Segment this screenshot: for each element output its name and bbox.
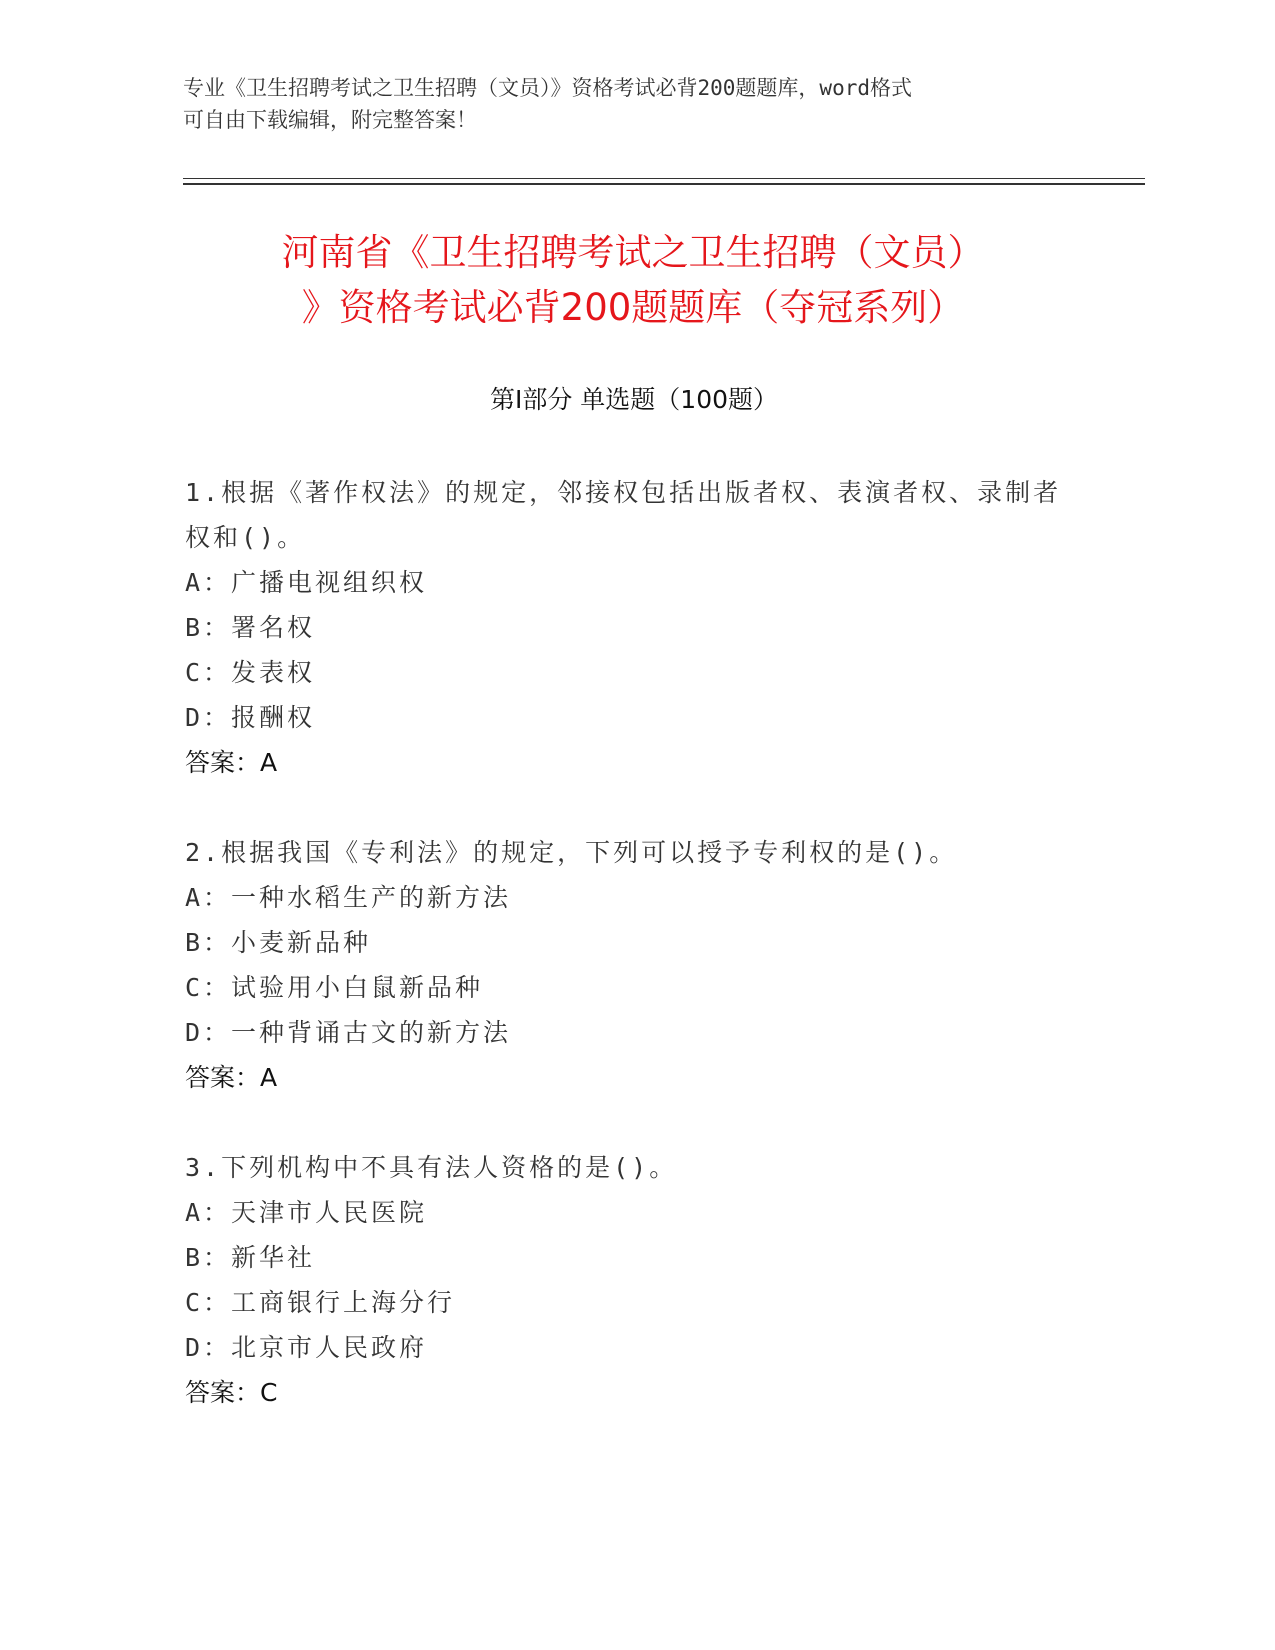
option-c: C：发表权 <box>185 658 316 687</box>
option-d: D：报酬权 <box>185 703 316 732</box>
question-item <box>185 830 1065 1100</box>
question-item <box>185 1145 1065 1415</box>
option-c: C：试验用小白鼠新品种 <box>185 973 484 1002</box>
header-divider-thick <box>183 183 1145 185</box>
option-d: D：北京市人民政府 <box>185 1333 428 1362</box>
option-d: D：一种背诵古文的新方法 <box>185 1018 512 1047</box>
header-note-line2: 可自由下载编辑，附完整答案！ <box>183 108 477 132</box>
document-title-line1: 河南省《卫生招聘考试之卫生招聘（文员） <box>281 231 985 274</box>
answer: 答案：C <box>185 1378 278 1407</box>
question-stem: 3.下列机构中不具有法人资格的是()。 <box>185 1153 678 1182</box>
header-note <box>183 72 1063 136</box>
section-title: 第Ⅰ部分 单选题（100题） <box>489 385 779 414</box>
document-title <box>183 225 1083 335</box>
header-note-line1: 专业《卫生招聘考试之卫生招聘（文员）》资格考试必背200题题库，word格式 <box>183 76 912 100</box>
option-c: C：工商银行上海分行 <box>185 1288 456 1317</box>
document-title-line2: 》资格考试必背200题题库（夺冠系列） <box>301 286 965 329</box>
question-list <box>185 470 1065 1460</box>
option-b: B：小麦新品种 <box>185 928 372 957</box>
answer: 答案：A <box>185 748 278 777</box>
option-a: A：一种水稻生产的新方法 <box>185 883 512 912</box>
answer: 答案：A <box>185 1063 278 1092</box>
option-b: B：新华社 <box>185 1243 316 1272</box>
option-a: A：天津市人民医院 <box>185 1198 428 1227</box>
question-item <box>185 470 1065 785</box>
question-stem: 2.根据我国《专利法》的规定，下列可以授予专利权的是()。 <box>185 838 958 867</box>
question-stem: 1.根据《著作权法》的规定，邻接权包括出版者权、表演者权、录制者权和()。 <box>185 478 1062 552</box>
option-a: A：广播电视组织权 <box>185 568 428 597</box>
option-b: B：署名权 <box>185 613 316 642</box>
header-divider-thin <box>183 178 1145 179</box>
